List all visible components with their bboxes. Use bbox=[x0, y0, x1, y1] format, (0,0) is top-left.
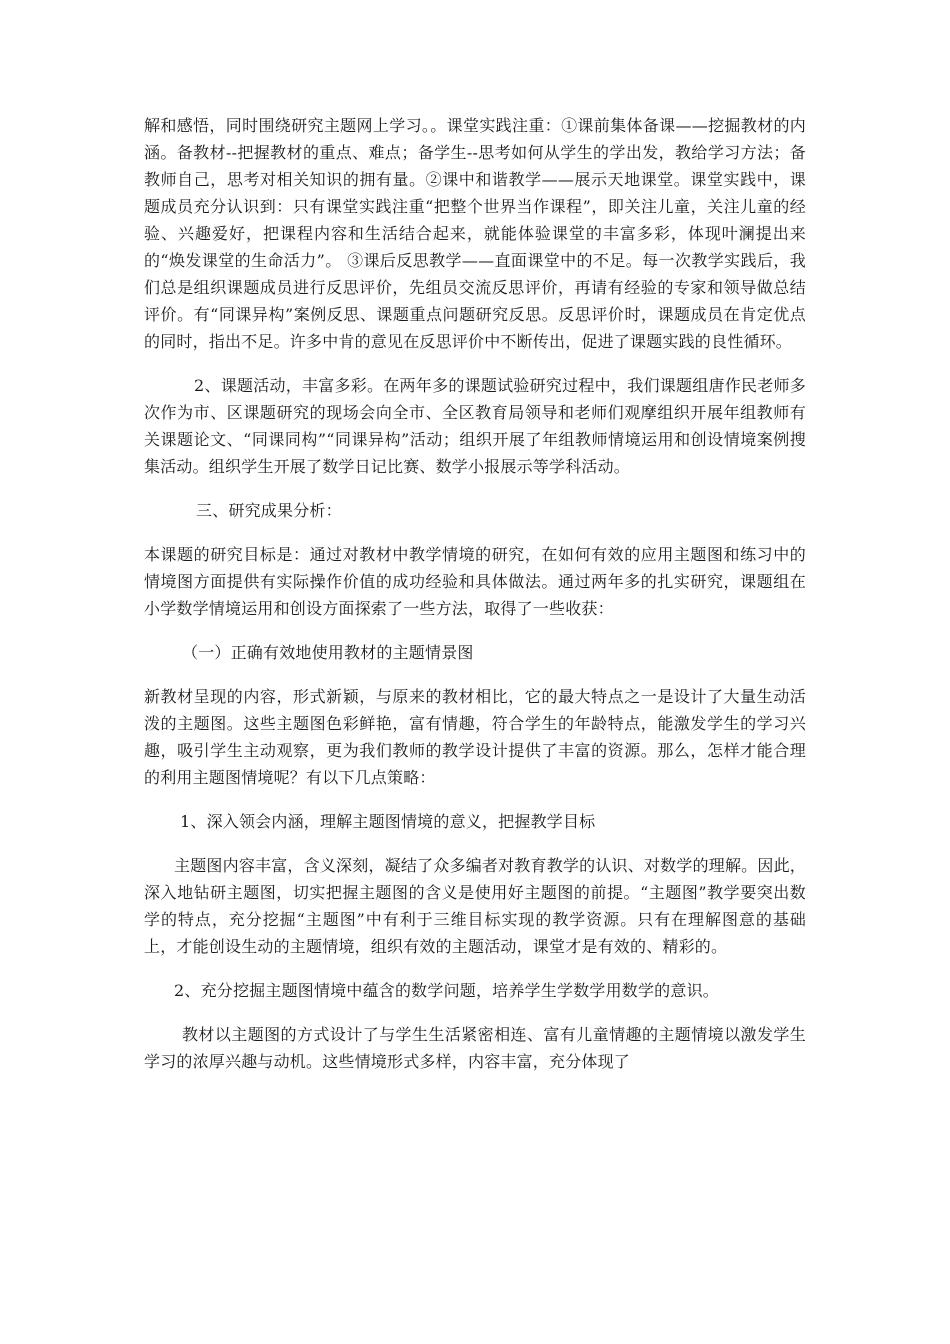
heading-results-analysis: 三、研究成果分析： bbox=[196, 501, 342, 520]
heading-theme-pictures: （一）正确有效地使用教材的主题情景图 bbox=[182, 643, 474, 662]
paragraph-theme-situations: 教材以主题图的方式设计了与学生生活紧密相连、富有儿童情趣的主题情境以激发学生学习的浓厚兴趣与动机。这些情境形式多样，内容丰富，充分体现了 bbox=[144, 1025, 806, 1071]
paragraph-research-activities: 2、课题活动，丰富多彩。在两年多的课题试验研究过程中，我们课题组唐作民老师多次作为市、区课题研究的现场会向全市、全区教育局领导和老师们观摩组织开展年组教师有关课题论文、“同课同构”“同课异构”活动；组织开展了年组教师情境运用和创设情境案例搜集活动。组织学生开展了数学日记比赛、数学小报展示等学科活动。 bbox=[144, 376, 806, 476]
document-page bbox=[144, 112, 806, 1092]
paragraph-theme-picture-meaning: 主题图内容丰富，含义深刻，凝结了众多编者对教育教学的认识、对数学的理解。因此，深入地钻研主题图，切实把握主题图的含义是使用好主题图的前提。“主题图”教学要突出数学的特点，充分挖掘“主题图”中有利于三维目标实现的教学资源。只有在理解图意的基础上，才能创设生动的主题情境，组织有效的主题活动，课堂才是有效的、精彩的。 bbox=[144, 856, 806, 956]
heading-strategy-2: 2、充分挖掘主题图情境中蕴含的数学问题，培养学生学数学用数学的意识。 bbox=[174, 981, 719, 1000]
paragraph-research-goal: 本课题的研究目标是：通过对教材中教学情境的研究，在如何有效的应用主题图和练习中的情境图方面提供有实际操作价值的成功经验和具体做法。通过两年多的扎实研究，课题组在小学数学情境运用和创设方面探索了一些方法，取得了一些收获： bbox=[144, 545, 806, 618]
heading-strategy-1: 1、深入领会内涵，理解主题图情境的意义，把握教学目标 bbox=[180, 812, 596, 831]
paragraph-new-textbook: 新教材呈现的内容，形式新颖，与原来的教材相比，它的最大特点之一是设计了大量生动活泼的主题图。这些主题图色彩鲜艳，富有情趣，符合学生的年龄特点，能激发学生的学习兴趣，吸引学生主动观察，更为我们教师的教学设计提供了丰富的资源。那么，怎样才能合理的利用主题图情境呢？有以下几点策略： bbox=[144, 687, 806, 787]
paragraph-classroom-practice: 解和感悟，同时围绕研究主题网上学习。。课堂实践注重：①课前集体备课——挖掘教材的内涵。备教材--把握教材的重点、难点；备学生--思考如何从学生的学出发，教给学习方法；备教师自己，思考对相关知识的拥有量。②课中和谐教学——展示天地课堂。课堂实践中，课题成员充分认识到：只有课堂实践注重“把整个世界当作课程”，即关注儿童，关注儿童的经验、兴趣爱好，把课程内容和生活结合起来，就能体验课堂的丰富多彩，体现叶澜提出来的“焕发课堂的生命活力”。 ③课后反思教学——直面课堂中的不足。每一次教学实践后，我们总是组织课题成员进行反思评价，先组员交流反思评价，再请有经验的专家和领导做总结评价。有“同课异构”案例反思、课题重点问题研究反思。反思评价时，课题成员在肯定优点的同时，指出不足。许多中肯的意见在反思评价中不断传出，促进了课题实践的良性循环。 bbox=[144, 116, 806, 351]
